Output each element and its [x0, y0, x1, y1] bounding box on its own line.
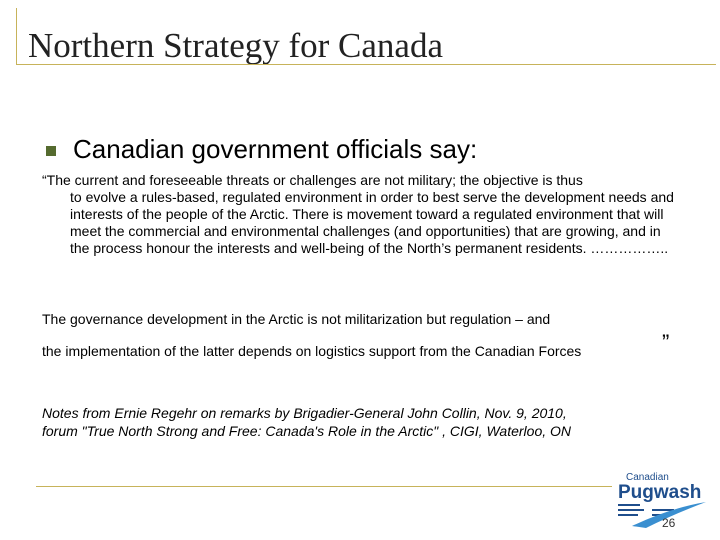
bullet-heading: Canadian government officials say: [73, 134, 478, 164]
footer-rule [36, 486, 612, 487]
quote-block [42, 172, 682, 257]
title-rule [16, 64, 716, 65]
logo-main-text: Pugwash [618, 482, 702, 503]
pugwash-logo-icon [612, 468, 710, 532]
bullet-square-icon [46, 146, 56, 156]
notes-block [42, 404, 692, 440]
slide-title: Northern Strategy for Canada [28, 26, 443, 65]
closing-quote-mark: ” [662, 330, 670, 355]
quote-first-line: “The current and foreseeable threats or challenges are not military; the objective is thus [42, 172, 583, 188]
governance-line: The governance development in the Arctic is not militarization but regulation – and [42, 311, 551, 327]
quote-continuation: to evolve a rules-based, regulated environment in order to best serve the development needs and interests of the people of the Arctic. There is movement toward a regulated environment that will meet the commercial and environmental challenges (and opportunities) that are growing, and in the process honour the interests and well-being of the North’s permanent residents. …………….. [70, 189, 674, 256]
page-number: 26 [662, 516, 676, 530]
notes-line-1: Notes from Ernie Regehr on remarks by Brigadier-General John Collin, Nov. 9, 2010, [42, 405, 567, 421]
logo-top-text: Canadian [626, 472, 669, 483]
notes-line-2: forum "True North Strong and Free: Canada's Role in the Arctic" , CIGI, Waterloo, ON [42, 423, 572, 439]
implementation-line: the implementation of the latter depends on logistics support from the Canadian Forces [42, 343, 582, 359]
title-rule-vertical [16, 8, 17, 65]
